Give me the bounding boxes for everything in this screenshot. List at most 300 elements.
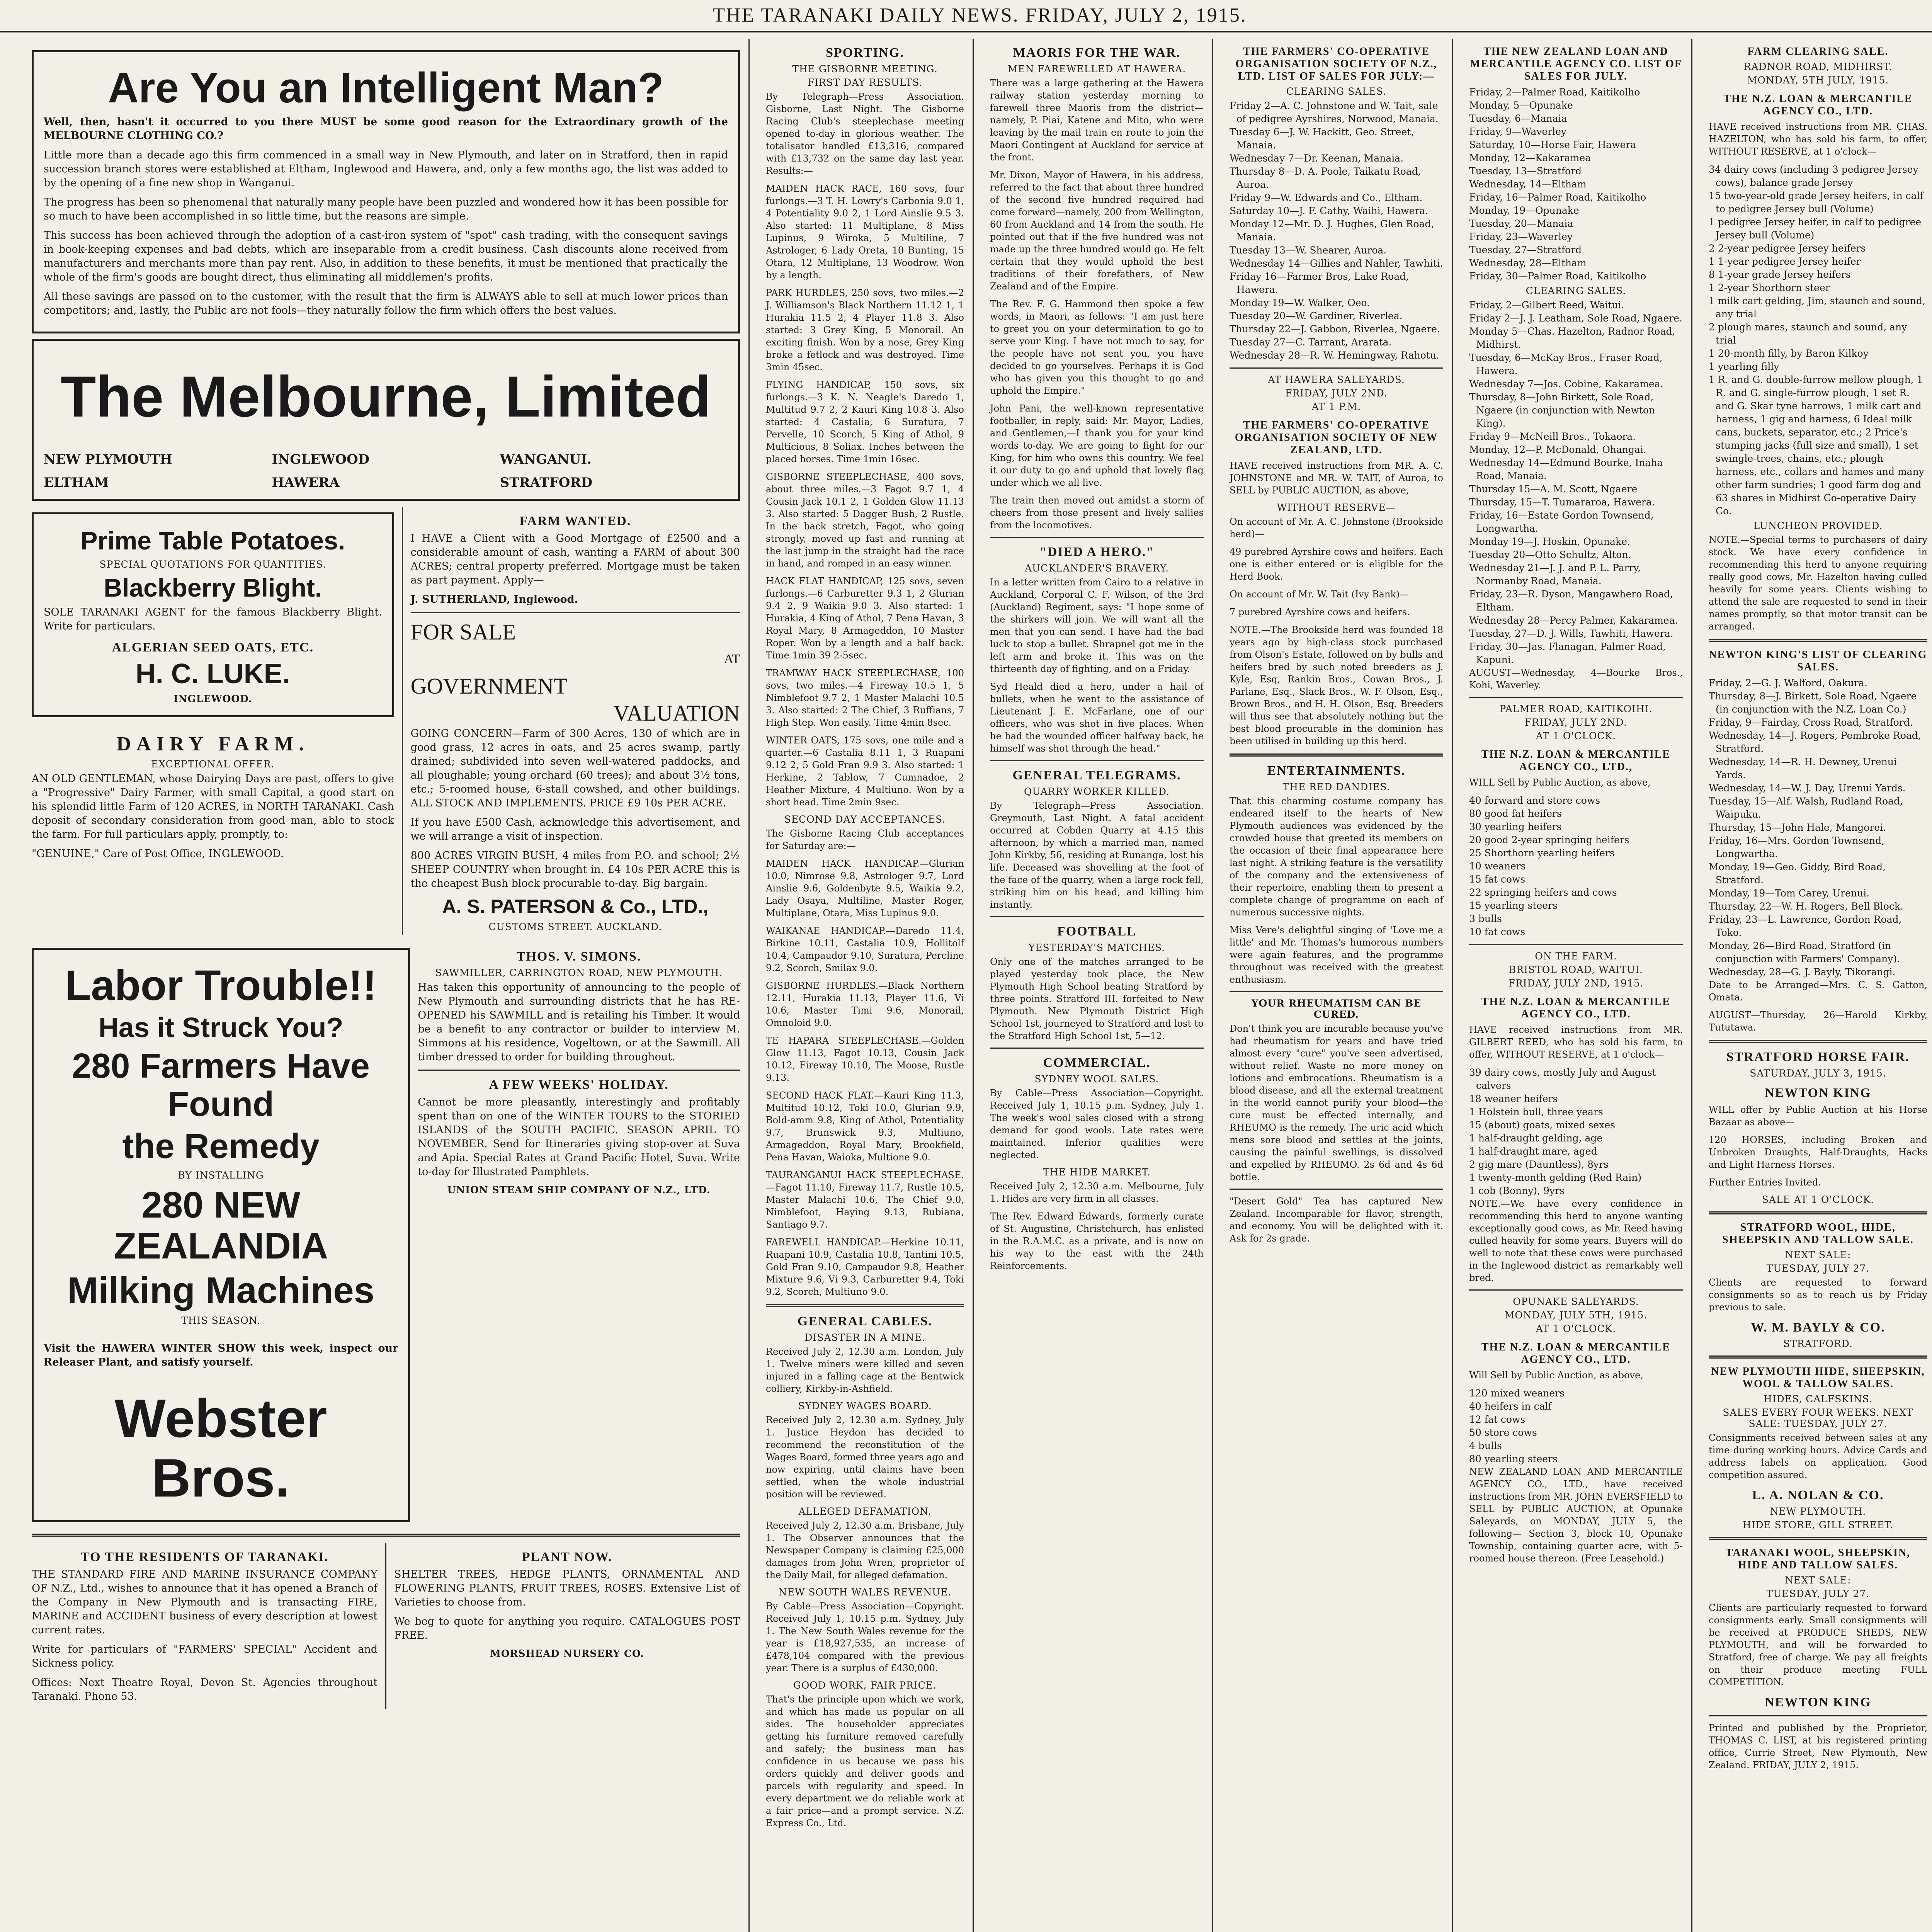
residents-office: Offices: Next Theatre Royal, Devon St. Agencies throughout Taranaki. Phone 53.: [32, 1676, 378, 1702]
opunake-note: NEW ZEALAND LOAN AND MERCANTILE AGENCY CO., LTD., have received instructions from MR. JOHN EVERSFIELD to SELL by PUBLIC AUCTION, at Opunake Saleyards, on MONDAY, JULY 5, the following— Section 3, block 10, Opunake Township, containing quarter acre, with 5-roomed house thereon. (Free Leasehold.): [1469, 1466, 1683, 1564]
maoris-title: MAORIS FOR THE WAR.: [1013, 46, 1181, 60]
town-inglewood: INGLEWOOD: [272, 452, 370, 467]
luke-ad: [32, 512, 394, 717]
palmer-item: 20 good 2-year springing heifers: [1469, 834, 1629, 845]
ayrshire-title: THE FARMERS' CO-OPERATIVE ORGANISATION SOCIETY OF NEW ZEALAND, LTD.: [1235, 419, 1438, 456]
residents-title: TO THE RESIDENTS OF TARANAKI.: [81, 1549, 328, 1564]
palmer-item: 40 forward and store cows: [1469, 795, 1600, 806]
nzloan-item: Wednesday, 28—Eltham: [1469, 257, 1587, 269]
wool-title: STRATFORD WOOL, HIDE, SHEEPSKIN AND TALLOW SALE.: [1722, 1221, 1914, 1246]
acceptance-item: SECOND HACK FLAT.—Kauri King 11.3, Multitud 10.12, Toki 10.0, Glurian 9.9, Bold-amm 9.8, King of Athol, Potentiality 9.7, Brunswick 9.3, Multiuno, Armageddon, Royal Mary, Brookfield, Pena Havan, Waioka, Multione 9.0.: [766, 1090, 964, 1163]
taranaki-wool-date: TUESDAY, JULY 27.: [1766, 1588, 1870, 1599]
ayrshire-item: On account of Mr. A. C. Johnstone (Brookside herd)—: [1230, 516, 1443, 539]
for-sale-extra: If you have £500 Cash, acknowledge this advertisement, and we will arrange a visit of inspection.: [410, 816, 740, 842]
intelligent-man-p4: All these savings are passed on to the customer, with the result that the firm is ALWAYS able to sell at much lower prices than competitors; and, lastly, the Public are not fools—they naturally follow the firm which offers the best values.: [44, 291, 728, 316]
bristol-firm: THE N.Z. LOAN & MERCANTILE AGENCY CO., LTD.: [1481, 996, 1671, 1020]
luke-quote: SPECIAL QUOTATIONS FOR QUANTITIES.: [99, 558, 327, 570]
sporting-para: WINTER OATS, 175 sovs, one mile and a quarter.—6 Castalia 8.11 1, 3 Ruapani 9.12 2, 5 Gold Fran 9.9 3. Also started: 1 Herkine, 2 Tablow, 7 Cumnadoe, 2 Heather Mixture, 4 Multiuno. Won by a short head. Time 2min 9sec.: [766, 735, 964, 808]
bristol-title: ON THE FARM.: [1535, 951, 1617, 962]
town-new-plymouth: NEW PLYMOUTH: [44, 452, 172, 467]
palmer-item: 22 springing heifers and cows: [1469, 887, 1617, 898]
opunake-item: 12 fat cows: [1469, 1414, 1526, 1425]
imprint: Printed and published by the Proprietor, THOMAS C. LIST, at his registered printing office, Currie Street, New Plymouth, New Zealand. FRIDAY, JULY 2, 1915.: [1709, 1723, 1927, 1770]
bristol-sub: BRISTOL ROAD, WAITUI.: [1509, 964, 1643, 975]
clearing-item: Thursday, 8—John Birkett, Sole Road, Ngaere (in conjunction with Newton King).: [1469, 391, 1655, 429]
sporting-para: HACK FLAT HANDICAP, 125 sovs, seven furlongs.—6 Carburetter 9.3 1, 2 Glurian 9.4 2, 9 Waikia 9.0 3. Also started: 1 Hurakia, 4 King of Athol, 7 Pena Havan, 3 Royal Mary, 8 Armageddon, 10 Master Roper. Won by a length and a half back. Time 1min 39 2-5sec.: [766, 576, 964, 661]
palmer-item: 10 fat cows: [1469, 926, 1526, 937]
sales-item: Saturday 10—J. F. Cathy, Waihi, Hawera.: [1230, 205, 1429, 216]
bristol-item: 1 Holstein bull, three years: [1469, 1106, 1603, 1117]
clearing-item: Tuesday, 6—McKay Bros., Fraser Road, Hawera.: [1469, 352, 1663, 376]
newton-august: AUGUST—Thursday, 26—Harold Kirkby, Tututawa.: [1709, 1010, 1927, 1033]
newton-item: Monday, 19—Geo. Giddy, Bird Road, Stratford.: [1709, 861, 1886, 886]
taranaki-wool-next: NEXT SALE:: [1785, 1575, 1851, 1586]
clearing-item: Friday, 16—Estate Gordon Townsend, Longwartha.: [1469, 510, 1654, 534]
clearing-item: Monday, 12—P. McDonald, Ohangai.: [1469, 444, 1646, 455]
opunake-title: OPUNAKE SALEYARDS.: [1513, 1296, 1639, 1307]
np-hide-addr: HIDE STORE, GILL STREET.: [1742, 1519, 1894, 1531]
tea-text: "Desert Gold" Tea has captured New Zealand. Incomparable for flavor, strength, and economy. You will be delighted with it. Ask for 2s grade.: [1230, 1196, 1443, 1244]
nzloan-item: Tuesday, 6—Manaia: [1469, 113, 1567, 124]
commercial-t3: The Rev. Edward Edwards, formerly curate of St. Augustine, Christchurch, has enlisted in the R.A.M.C. as a private, and is now on his way to the east with the 24th Reinforcements.: [990, 1211, 1204, 1271]
melbourne-ad: [32, 339, 740, 501]
sales-item: Friday 2—A. C. Johnstone and W. Tait, sale of pedigree Ayrshires, Norwood, Manaia.: [1230, 100, 1439, 124]
clearing-item: Friday, 2—Gilbert Reed, Waitui.: [1469, 299, 1624, 311]
entertainments-sub: THE RED DANDIES.: [1282, 781, 1390, 793]
bristol-item: 39 dairy cows, mostly July and August calvers: [1469, 1067, 1656, 1091]
sporting-title: SPORTING.: [826, 46, 904, 60]
sales-item: Tuesday 13—W. Shearer, Auroa.: [1230, 245, 1387, 256]
palmer-item: 3 bulls: [1469, 913, 1502, 924]
palmer-item: 15 yearling steers: [1469, 900, 1558, 911]
column-5: [1461, 39, 1692, 1932]
cable-heading: GOOD WORK, FAIR PRICE.: [793, 1680, 937, 1691]
radnor-item: 34 dairy cows (including 3 pedigree Jersey cows), balance grade Jersey: [1709, 164, 1918, 188]
sales-item: Wednesday 14—Gillies and Nahler, Tawhiti.: [1230, 258, 1443, 269]
palmer-title: PALMER ROAD, KAITIKOIHI.: [1499, 703, 1653, 714]
commercial-sub1: SYDNEY WOOL SALES.: [1034, 1073, 1159, 1085]
acceptance-item: TE HAPARA STEEPLECHASE.—Golden Glow 11.13, Fagot 10.13, Cousin Jack 10.12, Fireway 10.10, The Moose, Rustle 9.13.: [766, 1035, 964, 1083]
opunake-date: MONDAY, JULY 5TH, 1915.: [1504, 1310, 1648, 1321]
plants-firm: MORSHEAD NURSERY CO.: [490, 1648, 644, 1659]
nzloan-item: Friday, 16—Palmer Road, Kaitikolho: [1469, 192, 1646, 203]
intelligent-man-p3: This success has been achieved through the adoption of a cast-iron system of "spot" cash trading, with the consequent savings in book-keeping expenses and bad debts, which are inseparable from a credit business. Cash discounts alone received from manufacturers and merchants more than pay rent. Also, in addition to these benefits, it must be mentioned that practically the whole of the firm's goods are bought direct, thus eliminating all middlemen's profits.: [44, 230, 728, 283]
maoris-para: The train then moved out amidst a storm of cheers from those present and lively sallies from the locomotives.: [990, 495, 1204, 531]
column-6: [1700, 39, 1932, 1932]
taranaki-wool-title: TARANAKI WOOL, SHEEPSKIN, HIDE AND TALLOW SALES.: [1725, 1547, 1911, 1571]
bristol-list: [1469, 1066, 1683, 1197]
wool-next: NEXT SALE:: [1785, 1249, 1851, 1260]
potatoes-title: Prime Table Potatoes.: [80, 526, 345, 555]
radnor-item: 1 1-year pedigree Jersey heifer: [1709, 256, 1861, 267]
clearing-item: Monday 19—J. Hoskin, Opunake.: [1469, 536, 1630, 547]
town-wanganui: WANGANUI.: [500, 452, 592, 467]
for-sale-block: [411, 619, 740, 727]
horse-fair-item: Further Entries Invited.: [1709, 1177, 1821, 1188]
wool-date: TUESDAY, JULY 27.: [1766, 1263, 1870, 1274]
clearing-item: Thursday, 15—T. Tumararoa, Hawera.: [1469, 497, 1655, 508]
simons-sub: SAWMILLER, CARRINGTON ROAD, NEW PLYMOUTH.: [435, 967, 723, 978]
telegrams-sub: QUARRY WORKER KILLED.: [1024, 786, 1170, 797]
radnor-firm: THE N.Z. LOAN & MERCANTILE AGENCY CO., LTD.: [1723, 93, 1913, 117]
radnor-item: 1 yearling filly: [1709, 361, 1779, 372]
cable-text: Received July 2, 12.30 a.m. Brisbane, July 1. The Observer announces that the Newspaper Company is claiming £25,000 damages from John Wren, proprietor of the Daily Mail, for alleged defamation.: [766, 1520, 964, 1580]
for-sale-bush: 800 ACRES VIRGIN BUSH, 4 miles from P.O. and school; 2½ SHEEP COUNTRY when brought in. £4 10s PER ACRE this is the cheapest Bush block procurable to-day. Big bargain.: [410, 850, 740, 889]
labor-t6: 280 NEW ZEALANDIA: [114, 1184, 328, 1267]
sporting-sub1: THE GISBORNE MEETING.: [792, 63, 938, 75]
np-hide-sub: HIDES, CALFSKINS.: [1764, 1393, 1872, 1405]
simons-title: THOS. V. SIMONS.: [516, 949, 641, 964]
commercial-t2: Received July 2, 12.30 a.m. Melbourne, July 1. Hides are very firm in all classes.: [990, 1181, 1204, 1204]
entertainments-title: ENTERTAINMENTS.: [1267, 764, 1406, 778]
for-sale-line-4: VALUATION: [613, 701, 740, 726]
np-hide-town: NEW PLYMOUTH.: [1770, 1506, 1866, 1517]
saleyards-title: AT HAWERA SALEYARDS.: [1268, 374, 1405, 385]
cable-heading: SYDNEY WAGES BOARD.: [798, 1400, 932, 1412]
newton-item: Wednesday, 28—G. J. Bayly, Tikorangi.: [1709, 966, 1896, 978]
horse-fair-text: WILL offer by Public Auction at his Horse Bazaar as above—: [1709, 1104, 1927, 1128]
clearing-item: Thursday 15—A. M. Scott, Ngaere: [1469, 483, 1638, 495]
for-sale-line-1: FOR SALE: [410, 619, 516, 645]
radnor-lunch: LUNCHEON PROVIDED.: [1753, 520, 1883, 531]
labor-t8: THIS SEASON.: [181, 1315, 260, 1326]
nzloan-item: Friday, 2—Palmer Road, Kaitikolho: [1469, 87, 1640, 98]
opunake-text: Will Sell by Public Auction, as above,: [1469, 1370, 1643, 1381]
holiday-firm: UNION STEAM SHIP COMPANY OF N.Z., LTD.: [447, 1184, 711, 1196]
intelligent-man-lead: Well, then, hasn't it occurred to you there MUST be some good reason for the Extraordinary growth of the MELBOURNE CLOTHING CO.?: [44, 116, 728, 142]
dairy-sig: "GENUINE," Care of Post Office, INGLEWOOD.: [32, 848, 284, 860]
nzloan-item: Tuesday, 27—Stratford: [1469, 244, 1582, 255]
luke-seed: ALGERIAN SEED OATS, ETC.: [112, 640, 314, 655]
newton-item: Friday, 23—L. Lawrence, Gordon Road, Toko.: [1709, 914, 1902, 938]
clearing-item: Wednesday 14—Edmund Bourke, Inaha Road, Manaia.: [1469, 457, 1663, 481]
intelligent-man-title: Are You an Intelligent Man?: [108, 64, 664, 112]
newton-item: Monday, 26—Bird Road, Stratford (in conjunction with Farmers' Company).: [1709, 940, 1900, 964]
labor-t7: Milking Machines: [67, 1270, 374, 1311]
cable-text: By Cable—Press Association—Copyright. Received July 1, 10.15 p.m. Sydney, July 1. The New South Wales revenue for the year is £18,927,535, an increase of £478,104 compared with the previous year. There is a surplus of £430,000.: [766, 1601, 964, 1673]
bristol-item: 2 gig mare (Dauntless), 8yrs: [1469, 1159, 1609, 1170]
sales-item: Tuesday 20—W. Gardiner, Riverlea.: [1230, 310, 1403, 321]
newton-later: Date to be Arranged—Mrs. C. S. Gatton, Omata.: [1709, 980, 1927, 1003]
town-hawera: HAWERA: [272, 475, 340, 490]
commercial-t1: By Cable—Press Association—Copyright. Received July 1, 10.15 p.m. Sydney, July 1. The week's wool sales closed with a strong demand for good wools. Late rates were maintained. Inferior qualities were neglected.: [990, 1088, 1204, 1160]
newton-item: Thursday, 8—J. Birkett, Sole Road, Ngaere (in conjunction with the N.Z. Loan Co.): [1709, 690, 1917, 715]
cable-text: Received July 2, 12.30 a.m. London, July 1. Twelve miners were killed and seven injured in a falling cage at the Bentwick colliery, Kirkby-in-Ashfield.: [766, 1346, 964, 1394]
clearing-item: Monday 5—Chas. Hazelton, Radnor Road, Midhirst.: [1469, 326, 1675, 350]
nzloan-item: Monday, 19—Opunake: [1469, 205, 1579, 216]
np-hide-text: Consignments received between sales at any time during working hours. Advice Cards and address labels on application. Good competition assured.: [1709, 1432, 1927, 1480]
radnor-item: 2 2-year pedigree Jersey heifers: [1709, 243, 1866, 254]
clearing-item: Tuesday, 27—D. J. Wills, Tawhiti, Hawera.: [1469, 628, 1673, 639]
sporting-para: By Telegraph—Press Association. Gisborne, Last Night. The Gisborne Racing Club's steeplechase meeting opened to-day in glorious weather. The totalisator handled £13,316, compared with £13,732 on the same day last year. Results:—: [766, 91, 964, 176]
sales-item: Monday 12—Mr. D. J. Hughes, Glen Road, Manaia.: [1230, 218, 1434, 243]
acceptance-item: FAREWELL HANDICAP.—Herkine 10.11, Ruapani 10.9, Castalia 10.8, Tantini 10.5, Gold Fran 9.10, Campaudor 9.8, Heather Mixture 9.6, Vi 9.3, Carburetter 9.4, Toki 9.2, Scorch, Multiuno 9.0.: [766, 1237, 964, 1297]
opunake-time: AT 1 O'CLOCK.: [1536, 1323, 1616, 1334]
bristol-item: 1 cob (Bonny), 9yrs: [1469, 1185, 1565, 1196]
clearing-list: [1469, 299, 1683, 667]
commercial-title: COMMERCIAL.: [1043, 1056, 1151, 1070]
radnor-sub: RADNOR ROAD, MIDHIRST.: [1743, 61, 1893, 72]
paterson-name: A. S. PATERSON & Co., LTD.,: [442, 896, 709, 917]
labor-t2: Has it Struck You?: [98, 1012, 344, 1043]
acceptance-item: GISBORNE HURDLES.—Black Northern 12.11, Hurakia 11.13, Player 11.6, Vi 10.6, Master Timi 9.6, Monorail, Omnoloid 9.0.: [766, 980, 964, 1028]
ayrshire-item: On account of Mr. W. Tait (Ivy Bank)—: [1230, 589, 1409, 600]
newton-item: Friday, 16—Mrs. Gordon Townsend, Longwartha.: [1709, 835, 1885, 859]
np-hide-every: SALES EVERY FOUR WEEKS. NEXT SALE: TUESDAY, JULY 27.: [1723, 1407, 1913, 1429]
nzloan-item: Wednesday, 14—Eltham: [1469, 179, 1587, 190]
radnor-note: NOTE.—Special terms to purchasers of dairy stock. We have every confidence in recommending this herd to anyone requiring really good cows, Mr. Hazelton having culled heavily for some years. Clients wishing to attend the sale are requested to send in their names promptly, so that motor transit can be arranged.: [1709, 534, 1927, 632]
palmer-item: 30 yearling heifers: [1469, 821, 1562, 832]
labor-visit: Visit the HAWERA WINTER SHOW this week, inspect our Releaser Plant, and satisfy yourself.: [44, 1342, 398, 1368]
luke-agent: SOLE TARANAKI AGENT for the famous Blackberry Blight. Write for particulars.: [44, 606, 382, 633]
np-hide-title: NEW PLYMOUTH HIDE, SHEEPSKIN, WOOL & TALLOW SALES.: [1711, 1366, 1925, 1390]
horse-fair-item: 120 HORSES, including Broken and Unbroken Draughts, Half-Draughts, Hacks and Light Harness Horses.: [1709, 1134, 1927, 1170]
clearing-item: Friday, 30—Jas. Flanagan, Palmer Road, Kapuni.: [1469, 641, 1666, 665]
melbourne-towns: [44, 452, 728, 490]
clearing-item: Friday 2—J. J. Leatham, Sole Road, Ngaere.: [1469, 313, 1682, 324]
bristol-item: 1 half-draught mare, aged: [1469, 1146, 1597, 1157]
residents-text: THE STANDARD FIRE AND MARINE INSURANCE COMPANY OF N.Z., Ltd., wishes to announce that it has opened a Branch of the Company in New Plymouth and is transacting FIRE, MARINE and ACCIDENT business of every description at lowest current rates.: [32, 1568, 378, 1636]
for-sale-line-3: GOVERNMENT: [410, 673, 568, 699]
hero-sub: AUCKLANDER'S BRAVERY.: [1024, 563, 1169, 574]
opunake-item: 40 heifers in calf: [1469, 1401, 1552, 1412]
holiday-text: Cannot be more pleasantly, interestingly and profitably spent than on one of the WINTER TOURS to the STORIED ISLANDS of the SOUTH PACIFIC. SEASON APRIL TO NOVEMBER. Send for Itineraries giving stop-over at Suva and Apia. Special Rates at Grand Pacific Hotel, Suva. Write to-day for Illustrated Pamphlets.: [418, 1096, 740, 1178]
sporting-para: MAIDEN HACK RACE, 160 sovs, four furlongs.—3 T. H. Lowry's Carbonia 9.0 1, 4 Potentiality 9.0 2, 1 Lord Ainslie 9.5 3. Also started: 11 Multiplane, 8 Miss Lupinus, 9 Wiroka, 5 Multiline, 7 Astrologer, 6 Lady Oreta, 10 Bunting, 15 Otara, 12 Multiplane, 13 Woodrow. Won by a length.: [766, 183, 964, 281]
nzloan-list: [1469, 86, 1683, 283]
opunake-item: 4 bulls: [1469, 1440, 1502, 1451]
acceptance-item: TAURANGANUI HACK STEEPLECHASE.—Fagot 11.10, Fireway 11.7, Rustle 10.5, Master Malachi 10.6, The Chief 9.0, Nimblefoot, Haying 9.13, Rubiana, Santiago 9.7.: [766, 1170, 964, 1230]
wool-firm: W. M. BAYLY & CO.: [1751, 1320, 1885, 1335]
horse-fair-time: SALE AT 1 O'CLOCK.: [1762, 1194, 1874, 1205]
labor-t1: Labor Trouble!!: [65, 962, 377, 1009]
nzloan-item: Tuesday, 13—Stratford: [1469, 165, 1582, 177]
cable-heading: NEW SOUTH WALES REVENUE.: [778, 1587, 952, 1598]
ads-row-2: [32, 942, 740, 1527]
sales-sub: CLEARING SALES.: [1286, 86, 1387, 97]
opunake-item: 80 yearling steers: [1469, 1453, 1558, 1464]
palmer-item: 10 weaners: [1469, 861, 1526, 872]
newton-item: Friday, 9—Fairday, Cross Road, Stratford.: [1709, 717, 1913, 728]
radnor-item: 15 two-year-old grade Jersey heifers, in calf to pedigree Jersey bull (Volume): [1709, 190, 1923, 214]
saleyards-date: FRIDAY, JULY 2ND.: [1285, 388, 1388, 399]
hero-para: In a letter written from Cairo to a relative in Auckland, Corporal C. F. Wilson, of the 3rd (Auckland) Regiment, says: "I hope some of the shirkers will join. We will want all the men that you can send. I have had the bad luck to stop a bullet. Shrapnel got me in the left arm and broke it. This was on the thirteenth day of fighting, and on a Friday.: [990, 577, 1204, 674]
newton-item: Thursday, 22—W. H. Rogers, Bell Block.: [1709, 901, 1903, 912]
column-1: [23, 39, 750, 1932]
melbourne-title: The Melbourne, Limited: [60, 364, 711, 429]
sporting-sub2: FIRST DAY RESULTS.: [807, 77, 923, 88]
blight-title: Blackberry Blight.: [104, 573, 322, 602]
ayrshire-item: 49 purebred Ayrshire cows and heifers. Each one is either entered or is eligible for the Herd Book.: [1230, 546, 1443, 582]
nzloan-title: THE NEW ZEALAND LOAN AND MERCANTILE AGENCY CO. LIST OF SALES FOR JULY.: [1470, 46, 1682, 82]
residents-write: Write for particulars of "FARMERS' SPECIAL" Accident and Sickness policy.: [32, 1643, 378, 1669]
column-2: [757, 39, 974, 1932]
entertainments-para: Miss Vere's delightful singing of 'Love me a little' and Mr. Thomas's humorous numbers were again features, and the programme throughout was received with the greatest enthusiasm.: [1230, 925, 1443, 985]
acceptance-item: WAIKANAE HANDICAP.—Daredo 11.4, Birkine 10.11, Castalia 10.9, Hollitolf 10.4, Campaudor 9.10, Suratura, Percline 9.2, Scorch, Smilax 9.0.: [766, 925, 964, 973]
sales-item: Monday 19—W. Walker, Oeo.: [1230, 297, 1370, 308]
holiday-title: A FEW WEEKS' HOLIDAY.: [489, 1078, 669, 1092]
wool-town: STRATFORD.: [1783, 1338, 1853, 1349]
maoris-para: John Pani, the well-known representative footballer, in reply, said: Mr. Mayor, Ladies, and Gentlemen,—I thank you for your kind words to-day. We are going to fight for our King, for him who owns this country. We feel it our duty to go and uphold that lovely flag under which we all live.: [990, 403, 1204, 488]
opunake-list: [1469, 1387, 1683, 1466]
nzloan-item: Monday, 12—Kakaramea: [1469, 152, 1591, 163]
webster-bros: Webster Bros.: [114, 1388, 327, 1508]
sales-title: THE FARMERS' CO-OPERATIVE ORGANISATION SOCIETY OF N.Z., LTD. LIST OF SALES FOR JULY:—: [1235, 46, 1437, 82]
hero-title: "DIED A HERO.": [1039, 545, 1155, 559]
clearing-item: Wednesday 28—Percy Palmer, Kakaramea.: [1469, 615, 1678, 626]
for-sale-text: GOING CONCERN—Farm of 300 Acres, 130 of which are in good grass, 12 acres in oats, and 25 acres swamp, partly drained; subdivided into seven well-watered paddocks, and all ploughable; young orchard (60 trees); and about 3½ tons, etc.; 5-roomed house, 6-stall cowshed, and other buildings. ALL STOCK AND IMPLEMENTS. PRICE £9 10s PER ACRE.: [410, 728, 740, 809]
acceptance-item: MAIDEN HACK HANDICAP.—Glurian 10.0, Nimrose 9.8, Astrologer 9.7, Lord Ainslie 9.6, Goldenbyte 9.5, Waikia 9.2, Lady Osaya, Multiline, Master Roger, Multiplane, Otara, Miss Lupinus 9.0.: [766, 858, 964, 918]
entertainments-para: That this charming costume company has endeared itself to the hearts of New Plymouth audiences was evidenced by the crowded house that greeted its members on the occasion of their final appearance here last night. A striking feature is the versatility of the company and the extensiveness of their repertoire, enabling them to present a complete change of programme on each of numerous successive nights.: [1230, 796, 1443, 918]
clearing-item: Wednesday 7—Jos. Cobine, Kakaramea.: [1469, 378, 1663, 389]
clearing-august: AUGUST—Wednesday, 4—Bourke Bros., Kohi, Waverley.: [1469, 667, 1683, 690]
football-sub: YESTERDAY'S MATCHES.: [1028, 942, 1165, 953]
rheumatism-title: YOUR RHEUMATISM CAN BE CURED.: [1251, 998, 1422, 1020]
radnor-date: MONDAY, 5TH JULY, 1915.: [1747, 75, 1889, 86]
taranaki-wool-firm: NEWTON KING: [1765, 1695, 1871, 1709]
clearing-item: Tuesday 20—Otto Schultz, Alton.: [1469, 549, 1631, 560]
commercial-sub2: THE HIDE MARKET.: [1043, 1167, 1151, 1178]
nzloan-item: Friday, 23—Waverley: [1469, 231, 1573, 242]
cable-text: That's the principle upon which we work, and which has made us popular on all sides. The householder appreciates getting his furniture removed carefully and safely; the business man has confidence in us because we pass his orders quickly and deliver goods and parcels with regularity and speed. In every department we do reliable work at a fair price—and a prompt service. N.Z. Express Co., Ltd.: [766, 1694, 964, 1828]
ayrshire-note: NOTE.—The Brookside herd was founded 18 years ago by high-class stock purchased from Olson's Estate, followed on by bulls and heifers bred by such noted breeders as J. Kyle, Esq, Rankin Bros., Cowan Bros., J. Parlane, Esq., Slack Bros., W. F. Olson, Esq., Brown Bros., and H. H. Olson, Esq. Breeders will thus see that absolutely nothing but the best blood procurable in the dominion has been utilised in building up this herd.: [1230, 624, 1443, 747]
maoris-para: Mr. Dixon, Mayor of Hawera, in his address, referred to the fact that about three hundred of the second five hundred required had come forward—namely, 200 from Wellington, 60 from Auckland and 14 from the south. He pointed out that if the five hundred was not made up the three hundred would go. He felt certain that they would uphold the best traditions of their forefathers, of New Zealand and of the Empire.: [990, 170, 1204, 292]
saleyards-time: AT 1 P.M.: [1311, 401, 1361, 412]
sporting-para: FLYING HANDICAP, 150 sovs, six furlongs.—3 K. N. Neagle's Daredo 1, Multitud 9.7 2, 2 Kauri King 10.8 3. Also started: 4 Castalia, 6 Suratura, 7 Pervelle, 10 Scorch, 5 King of Athol, 9 Multicious, 8 Soliax. Inches between the placed horses. Time 1min 16sec.: [766, 379, 964, 464]
ayrshire-text: HAVE received instructions from MR. A. C. JOHNSTONE and MR. W. TAIT, of Auroa, to SELL by PUBLIC AUCTION, as above,: [1230, 460, 1443, 496]
radnor-item: 2 plough mares, staunch and sound, any trial: [1709, 321, 1907, 346]
radnor-item: 1 pedigree Jersey heifer, in calf to pedigree Jersey bull (Volume): [1709, 216, 1922, 241]
plants-title: PLANT NOW.: [522, 1549, 612, 1564]
sales-item: Tuesday 27—C. Tarrant, Ararata.: [1230, 337, 1392, 348]
football-text: Only one of the matches arranged to be played yesterday took place, the New Plymouth High School beating Stratford by three points. Stratford III. forfeited to New Plymouth. New Plymouth District High School 1st, journeyed to Stratford and lost to the Stratford High School 1st, 5—12.: [990, 956, 1204, 1041]
clearing-item: Friday 9—McNeill Bros., Tokaora.: [1469, 431, 1636, 442]
radnor-text: HAVE received instructions from MR. CHAS. HAZELTON, who has sold his farm, to offer, WITHOUT RESERVE, at 1 o'clock—: [1709, 121, 1927, 157]
ayrshire-item: 7 purebred Ayrshire cows and heifers.: [1230, 607, 1410, 617]
sales-item: Thursday 22—J. Gabbon, Riverlea, Ngaere.: [1230, 323, 1440, 335]
bristol-item: 18 weaner heifers: [1469, 1093, 1558, 1104]
cable-heading: ALLEGED DEFAMATION.: [798, 1506, 932, 1517]
palmer-time: AT 1 O'CLOCK.: [1536, 730, 1616, 742]
nzloan-item: Saturday, 10—Horse Fair, Hawera: [1469, 139, 1636, 150]
labor-t5: BY INSTALLING: [178, 1170, 264, 1181]
nzloan-item: Monday, 5—Opunake: [1469, 100, 1573, 111]
intelligent-man-p2: The progress has been so phenomenal that naturally many people have been puzzled and wondered how it has been possible for so much to have been accomplished in so little time, but the reasons are simple.: [44, 196, 728, 222]
horse-fair-title: STRATFORD HORSE FAIR.: [1726, 1050, 1910, 1064]
taranaki-wool-text: Clients are particularly requested to forward consignments early. Small consignments will be received at PRODUCE SHEDS, NEW PLYMOUTH, and will be forwarded to Stratford, free of charge. We pay all freights on their produce meeting FULL COMPETITION.: [1709, 1602, 1927, 1687]
rheumatism-text: Don't think you are incurable because you've had rheumatism for years and have tried almost every "cure" you've seen advertised, without relief. Waste no more money on lotions and embrocations. Rheumatism is a blood disease, and all the external treatment in the world cannot purify your blood—the cure must be effected internally, and RHEUMO is the remedy. The uric acid which mens sore blood and settles at the joints, causing the painful swellings, is dissolved and expelled by RHEUMO. 2s 6d and 4s 6d bottle.: [1230, 1023, 1443, 1182]
palmer-list: [1469, 794, 1683, 939]
opunake-item: 50 store cows: [1469, 1427, 1537, 1438]
opunake-item: 120 mixed weaners: [1469, 1388, 1565, 1399]
palmer-item: 80 good fat heifers: [1469, 808, 1562, 819]
dairy-title: DAIRY FARM.: [116, 733, 310, 755]
newton-item: Wednesday, 14—J. Rogers, Pembroke Road, Stratford.: [1709, 730, 1921, 754]
bristol-item: 1 half-draught gelding, age: [1469, 1133, 1603, 1144]
newton-item: Friday, 2—G. J. Walford, Oakura.: [1709, 677, 1867, 689]
palmer-item: 15 fat cows: [1469, 874, 1526, 885]
radnor-list: [1709, 163, 1927, 518]
cable-text: Received July 2, 12.30 a.m. Sydney, July 1. Justice Heydon has decided to recommend the reconstitution of the Wages Board, formed three years ago and now expiring, until claims have been settled, when the whole industrial position will be reviewed.: [766, 1415, 964, 1500]
palmer-date: FRIDAY, JULY 2ND.: [1525, 717, 1627, 728]
sporting-para: PARK HURDLES, 250 sovs, two miles.—2 J. Williamson's Black Northern 11.12 1, 1 Hurakia 11.5 2, 4 Player 11.8 3. Also started: 3 Grey King, 5 Monorail. An exciting finish. Won by a nose, Grey King broke a fetlock and was destroyed. Time 3min 45sec.: [766, 287, 964, 372]
radnor-item: 1 20-month filly, by Baron Kilkoy: [1709, 348, 1869, 359]
telegrams-text: By Telegraph—Press Association. Greymouth, Last Night. A fatal accident occurred at Cobden Quarry at 4.15 this afternoon, by which a married man, named John Kirkby, 56, residing at Runanga, lost his life. Deceased was shovelling at the foot of the face of the quarry, when a large rock fell, striking him on his head, and killing him instantly.: [990, 800, 1204, 910]
bristol-text: HAVE received instructions from MR. GILBERT REED, who has sold his farm, to offer, WITHOUT RESERVE, at 1 o'clock—: [1469, 1024, 1683, 1060]
dairy-text: AN OLD GENTLEMAN, whose Dairying Days are past, offers to give a "Progressive" Dairy Farmer, with small Capital, a good start on his splendid little Farm of 120 ACRES, in NORTH TARANAKI. Cash deposit of secondary consideration from good man, able to stock the farm. For full particulars apply, promptly, to:: [32, 773, 394, 841]
masthead: THE TARANAKI DAILY NEWS. FRIDAY, JULY 2, 1915.: [0, 0, 1932, 32]
labor-t3: 280 Farmers Have Found: [72, 1047, 370, 1124]
sales-item: Wednesday 7—Dr. Keenan, Manaia.: [1230, 153, 1404, 164]
cable-heading: DISASTER IN A MINE.: [804, 1332, 925, 1343]
newton-item: Wednesday, 14—W. J. Day, Urenui Yards.: [1709, 782, 1906, 794]
horse-fair-date: SATURDAY, JULY 3, 1915.: [1750, 1068, 1886, 1079]
radnor-title: FARM CLEARING SALE.: [1747, 46, 1889, 58]
maoris-sub: MEN FAREWELLED AT HAWERA.: [1007, 63, 1186, 75]
labor-trouble-ad: [32, 948, 410, 1522]
newton-item: Monday, 19—Tom Carey, Urenui.: [1709, 888, 1870, 899]
clearing-title: CLEARING SALES.: [1526, 285, 1626, 296]
opunake-firm: THE N.Z. LOAN & MERCANTILE AGENCY CO., LTD.: [1481, 1341, 1671, 1366]
dairy-offer: EXCEPTIONAL OFFER.: [151, 759, 275, 770]
sales-item: Friday 16—Farmer Bros, Lake Road, Hawera.: [1230, 271, 1409, 295]
hero-para: Syd Heald died a hero, under a hail of bullets, when he went to the assistance of Lieutenant J. E. McFarlane, one of our officers, who was shot in five places. When he had the wounded officer halfway back, he himself was shot through the head.": [990, 681, 1204, 754]
cables-title: GENERAL CABLES.: [797, 1314, 933, 1328]
sales-item: Thursday 8—D. A. Poole, Taikatu Road, Auroa.: [1230, 166, 1421, 190]
farm-wanted-text: I HAVE a Client with a Good Mortgage of £2500 and a considerable amount of cash, wanting a FARM of about 300 ACRES; central property preferred. Mortgage must be taken as part payment. Apply—: [410, 532, 740, 586]
intelligent-man-ad: [32, 50, 740, 333]
radnor-item: 1 2-year Shorthorn steer: [1709, 282, 1830, 293]
palmer-firm: THE N.Z. LOAN & MERCANTILE AGENCY CO., LTD.,: [1481, 748, 1671, 773]
newton-title: NEWTON KING'S LIST OF CLEARING SALES.: [1709, 649, 1927, 673]
palmer-item: 25 Shorthorn yearling heifers: [1469, 847, 1615, 859]
nzloan-item: Friday, 30—Palmer Road, Kaitikolho: [1469, 270, 1646, 282]
sales-item: Wednesday 28—R. W. Hemingway, Rahotu.: [1230, 350, 1439, 361]
luke-town: INGLEWOOD.: [173, 693, 252, 705]
newton-item: Thursday, 15—John Hale, Mangorei.: [1709, 822, 1886, 833]
maoris-para: The Rev. F. G. Hammond then spoke a few words, in Maori, as follows: "I am just here to greet you on your determination to go to serve your King. I have not much to say, for the people have not sent you, you have decided to go yourselves. Perhaps it is God who has given you this thought to go and uphold the Empire.": [990, 299, 1204, 396]
newton-list: [1709, 677, 1927, 979]
farm-wanted-sig: J. SUTHERLAND, Inglewood.: [410, 594, 578, 605]
nzloan-item: Friday, 9—Waverley: [1469, 126, 1567, 137]
acceptance-item: The Gisborne Racing Club acceptances for Saturday are:—: [766, 828, 964, 851]
plants-foot: We beg to quote for anything you require. CATALOGUES POST FREE.: [394, 1615, 740, 1641]
ayrshire-reserve: WITHOUT RESERVE—: [1277, 502, 1396, 513]
maoris-para: There was a large gathering at the Hawera railway station yesterday morning to farewell three Maoris from the district—namely, P. Piai, Katene and Mito, who were leaving by the mail train en route to join the Maori Contingent at Auckland for service at the front.: [990, 78, 1204, 163]
np-hide-firm: L. A. NOLAN & CO.: [1752, 1488, 1884, 1502]
clearing-item: Friday, 23—R. Dyson, Mangawhero Road, Eltham.: [1469, 588, 1673, 613]
labor-t4: the Remedy: [122, 1127, 320, 1166]
bristol-date: FRIDAY, JULY 2ND, 1915.: [1508, 978, 1644, 989]
horse-fair-firm: NEWTON KING: [1765, 1086, 1871, 1100]
sales-list: [1230, 99, 1443, 362]
town-eltham: ELTHAM: [44, 475, 109, 490]
wool-text: Clients are requested to forward consignments so as to reach us by Friday previous to sale.: [1709, 1277, 1927, 1313]
clearing-item: Wednesday 21—J. J. and P. L. Parry, Normanby Road, Manaia.: [1469, 562, 1641, 587]
nzloan-item: Tuesday, 20—Manaia: [1469, 218, 1573, 229]
intelligent-man-p1: Little more than a decade ago this firm commenced in a small way in New Plymouth, and later on in Stratford, then in rapid succession branch stores were established at Eltham, Inglewood and Hawera, and, only a few months ago, the list was added to by the opening of a fine new shop in Wanganui.: [44, 149, 728, 189]
palmer-text: WILL Sell by Public Auction, as above,: [1469, 777, 1651, 788]
sales-item: Tuesday 6—J. W. Hackitt, Geo. Street, Manaia.: [1230, 126, 1414, 151]
ads-row-1: [32, 507, 740, 935]
bristol-item: 1 twenty-month gelding (Red Rain): [1469, 1172, 1642, 1183]
for-sale-line-2: AT: [724, 652, 740, 666]
farm-wanted-title: FARM WANTED.: [519, 514, 631, 528]
bristol-note: NOTE.—We have every confidence in recommending this herd to anyone wanting exceptionally good cows, as Mr. Reed having culled heavily for some years. Buyers will do well to note that these cows were purchased in the Inglewood district as remarkably well bred.: [1469, 1198, 1683, 1283]
sporting-para: TRAMWAY HACK STEEPLECHASE, 100 sovs, two miles.—4 Fireway 10.5 1, 5 Nimblefoot 9.7 2, 1 Master Malachi 10.5 3. Also started: 2 The Chief, 3 Ruffians, 7 High Step. Won easily. Time 4min 8sec.: [766, 668, 964, 728]
plants-text: SHELTER TREES, HEDGE PLANTS, ORNAMENTAL AND FLOWERING PLANTS, FRUIT TREES, ROSES. Extensive List of Varieties to choose from.: [394, 1568, 740, 1608]
column-3: [981, 39, 1213, 1932]
sporting-para: GISBORNE STEEPLECHASE, 400 sovs, about three miles.—3 Fagot 9.7 1, 4 Cousin Jack 10.1 2, 1 Golden Glow 11.13 3. Also started: 5 Dagger Bush, 2 Rustle. In the back stretch, Fagot, who going strongly, moved up fast and running at the last jump in the straight had the race in hand, and romped in an easy winner.: [766, 471, 964, 569]
